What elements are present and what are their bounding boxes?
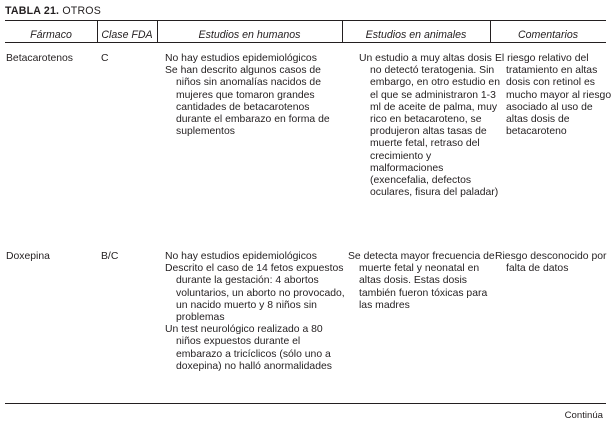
bottom-rule bbox=[5, 403, 606, 404]
comments: Riesgo desconocido por falta de datos bbox=[495, 251, 607, 275]
human-studies bbox=[165, 251, 345, 373]
animal-studies: Un estudio a muy altas dosis no detectó teratogenia. Sin embargo, en otro estudio en el que se administraron 1-3 ml de aceite de palma, muy rico en betacaroteno, se produjeron altas tasas de muerte fetal, retraso del crecimiento y malformaciones (exencefalia, defectos oculares, fisura del paladar) bbox=[359, 53, 500, 199]
comments: El riesgo relativo del tratamiento en altas dosis con retinol es mucho mayor al riesgo asociado al uso de altas dosis de betacaroteno bbox=[495, 53, 611, 138]
human-study-item: No hay estudios epidemiológicos bbox=[165, 251, 317, 262]
human-studies bbox=[165, 53, 342, 138]
table-title: OTROS bbox=[62, 5, 102, 17]
human-study-item: No hay estudios epidemiológicos bbox=[165, 53, 317, 64]
header-comments: Comentarios bbox=[517, 29, 579, 41]
fda-class: B/C bbox=[101, 251, 119, 262]
human-study-item: Un test neurológico realizado a 80 niños expuestos durante el embarazo a tricíclicos (sólo uno a doxepina) no halló anormalidades bbox=[165, 324, 332, 372]
header-fda-class: Clase FDA bbox=[101, 29, 153, 41]
header-drug: Fármaco bbox=[30, 29, 72, 41]
table-number: TABLA 21. bbox=[5, 5, 60, 17]
drug-name: Betacarotenos bbox=[6, 53, 74, 64]
human-study-item: Se han descrito algunos casos de niños sin anomalías nacidos de mujeres que tomaron grandes cantidades de betacarotenos durante el embarazo en forma de suplementos bbox=[165, 65, 330, 138]
animal-studies: Se detecta mayor frecuencia de muerte fetal y neonatal en altas dosis. Estas dosis también fueron tóxicas para las madres bbox=[348, 251, 495, 311]
header-human-studies: Estudios en humanos bbox=[198, 29, 301, 41]
header-animal-studies: Estudios en animales bbox=[365, 29, 467, 41]
top-rule bbox=[5, 20, 606, 21]
drug-name: Doxepina bbox=[6, 251, 50, 262]
human-study-item: Descrito el caso de 14 fetos expuestos durante la gestación: 4 abortos voluntarios, un aborto no provocado, un nacido muerto y 8 niños sin problemas bbox=[165, 263, 345, 324]
continues-label: Continúa bbox=[564, 410, 603, 421]
fda-class: C bbox=[101, 53, 109, 64]
table-caption bbox=[5, 5, 101, 17]
header-rule bbox=[5, 42, 606, 43]
